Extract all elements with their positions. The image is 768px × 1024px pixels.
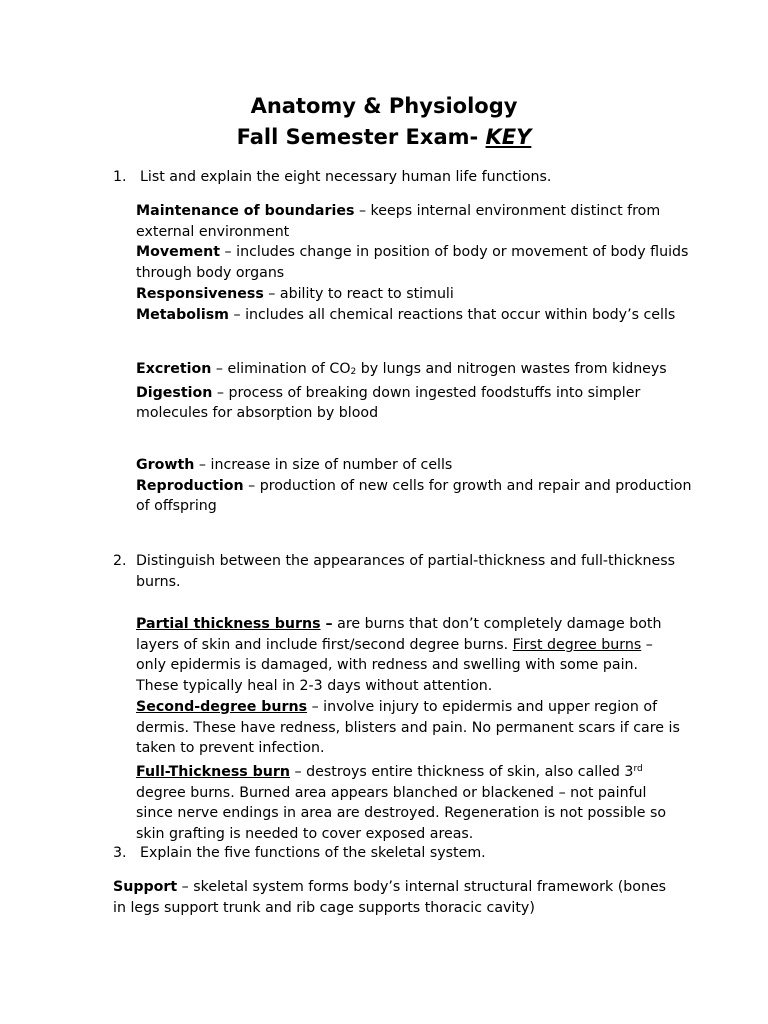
function-desc: – production of new cells for growth and repair and production of offspring: [136, 477, 692, 515]
life-function-item: [136, 476, 696, 517]
life-function-item: [136, 383, 696, 424]
question-number: 2.: [113, 553, 127, 569]
function-desc-cont: by lungs and nitrogen wastes from kidneys: [356, 361, 667, 377]
answer-3: [113, 877, 673, 918]
subtitle-text: Fall Semester Exam-: [236, 125, 486, 149]
question-number: 1.: [113, 169, 127, 185]
burn-paragraph: [136, 759, 684, 845]
function-desc: – increase in size of number of cells: [194, 457, 453, 473]
burn-term-partial: Partial thickness burns: [136, 616, 321, 632]
skeletal-function-item: [113, 877, 673, 918]
answer-2: [136, 614, 684, 845]
function-term: Movement: [136, 244, 221, 261]
function-term: Excretion: [136, 361, 212, 377]
life-function-item: [136, 359, 696, 383]
function-term: Reproduction: [136, 477, 244, 494]
burn-term-second: Second-degree burns: [136, 698, 308, 715]
function-desc: – ability to react to stimuli: [263, 285, 454, 302]
life-function-item: [136, 201, 696, 242]
burn-desc-full-cont: degree burns. Burned area appears blanched or blackened – not painful since nerve endings in area are destroyed. Regeneration is not possible so skin grafting is needed to cover exposed areas.: [136, 784, 667, 843]
question-text: Explain the five functions of the skeletal system.: [140, 845, 486, 861]
question-text: Distinguish between the appearances of partial-thickness and full-thickness burns.: [136, 553, 676, 590]
function-desc: – process of breaking down ingested foodstuffs into simpler molecules for absorption by blood: [136, 384, 641, 422]
life-function-item: [136, 455, 696, 476]
function-term: Growth: [136, 457, 195, 473]
function-desc: – includes change in position of body or movement of body fluids through body organs: [136, 244, 689, 282]
function-term: Maintenance of boundaries: [136, 203, 355, 219]
question-3: [113, 843, 713, 864]
function-term: Metabolism: [136, 306, 229, 323]
document-subtitle: [0, 122, 768, 152]
question-2: [113, 551, 696, 592]
burn-desc-full: – destroys entire thickness of skin, also called 3: [290, 763, 634, 780]
burn-paragraph: [136, 697, 684, 759]
burn-desc-first: – only epidermis is damaged, with redness and swelling with some pain. These typically heal in 2-3 days without attention.: [136, 636, 653, 695]
answer-1-group-a: [136, 201, 696, 325]
function-term: Digestion: [136, 384, 213, 401]
answer-1-group-c: [136, 455, 696, 517]
burn-desc-partial: are burns that don’t completely damage both layers of skin and include first/second degree burns.: [136, 616, 662, 653]
subscript: 2: [350, 367, 357, 377]
burn-term-first: First degree burns: [512, 636, 642, 653]
question-1: [113, 167, 713, 188]
skeletal-desc: – skeletal system forms body’s internal structural framework (bones in legs support trunk and rib cage supports thoracic cavity): [113, 879, 667, 916]
document-title: Anatomy & Physiology: [250, 94, 518, 118]
function-desc: – includes all chemical reactions that occur within body’s cells: [228, 306, 676, 323]
superscript: rd: [633, 763, 643, 774]
life-function-item: [136, 284, 696, 305]
answer-1-group-b: [136, 359, 696, 424]
question-text: List and explain the eight necessary human life functions.: [140, 169, 552, 185]
life-function-item: [136, 305, 696, 326]
function-term: Responsiveness: [136, 285, 264, 302]
function-desc: – keeps internal environment distinct from external environment: [136, 203, 661, 240]
burn-term-full: Full-Thickness burn: [136, 763, 291, 780]
function-desc: – elimination of CO: [211, 361, 351, 377]
burn-paragraph: [136, 614, 684, 697]
burn-desc-second: – involve injury to epidermis and upper region of dermis. These have redness, blisters and pain. No permanent scars if care is taken to prevent infection.: [136, 698, 680, 757]
key-label: KEY: [485, 125, 532, 149]
skeletal-term: Support: [113, 879, 178, 895]
dash: –: [320, 616, 333, 632]
question-number: 3.: [113, 845, 127, 861]
life-function-item: [136, 242, 696, 283]
